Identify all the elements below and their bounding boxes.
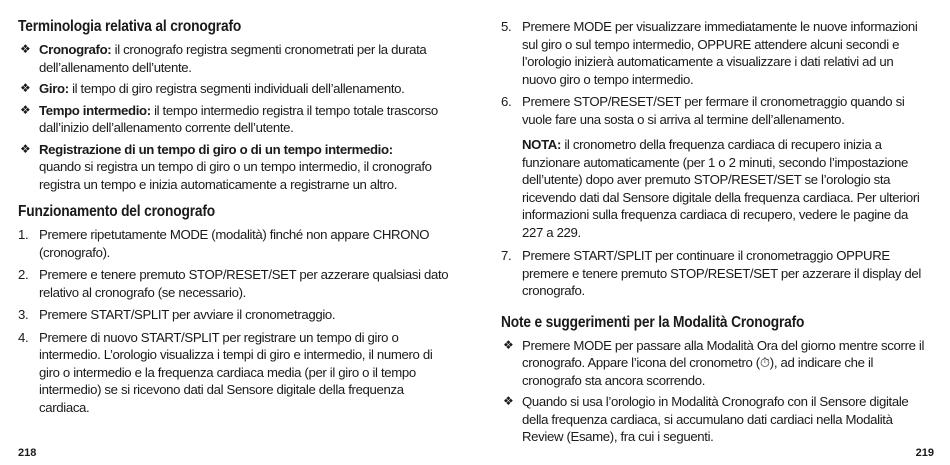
tip-text: Quando si usa l’orologio in Modalità Cronografo con il Sensore digitale della frequenza cardiaca, si accumulano dati cardiaci nella Modalità Review (Esame), fra cui i seguenti. — [522, 394, 909, 444]
diamond-bullet-icon: ❖ — [20, 81, 31, 95]
step-text: Premere di nuovo START/SPLIT per registrare un tempo di giro o intermedio. L’orologio visualizza i tempi di giro e intermedio, il numero di giro o intermedio e la frequenza cardiaca media (per il giro o il tempo intermedio) se si ricevono dati dal Sensore digitale della frequenza cardiaca. — [39, 329, 433, 415]
step-text: Premere START/SPLIT per continuare il cronometraggio OPPURE premere e tenere premuto STOP/RESET/SET per azzerare il display del cronografo. — [522, 248, 921, 298]
list-item — [18, 102, 451, 137]
step-text: Premere START/SPLIT per avviare il cronometraggio. — [39, 307, 336, 322]
term-text: quando si registra un tempo di giro o un tempo intermedio, il cronografo registra un tempo e inizia automaticamente a registrarne un altro. — [39, 159, 432, 192]
step-number: 3. — [18, 307, 29, 322]
step-item — [501, 18, 928, 88]
term-text: il cronografo registra segmenti cronometrati per la durata dell’allenamento dell’utente. — [39, 42, 427, 75]
list-item — [501, 337, 928, 390]
step-number: 6. — [501, 94, 512, 109]
step-item — [18, 329, 451, 417]
step-text: Premere e tenere premuto STOP/RESET/SET per azzerare qualsiasi dato relativo al cronografo (se necessario). — [39, 267, 449, 300]
diamond-bullet-icon: ❖ — [20, 141, 31, 156]
list-item — [18, 41, 451, 76]
step-number: 4. — [18, 329, 29, 345]
page-right — [475, 0, 950, 465]
terminology-list — [18, 41, 451, 193]
step-number: 2. — [18, 267, 29, 282]
list-item — [18, 141, 451, 194]
diamond-bullet-icon: ❖ — [503, 394, 514, 408]
heading-chrono-operation: Funzionamento del cronografo — [18, 203, 216, 220]
term-text: il tempo intermedio registra il tempo totale trascorso dall’inizio dell’allenamento corrente dell’utente. — [39, 102, 438, 135]
page-number-left: 218 — [18, 447, 37, 459]
step-item — [18, 266, 451, 301]
diamond-bullet-icon: ❖ — [20, 42, 31, 56]
step-text: Premere STOP/RESET/SET per fermare il cronometraggio quando si vuole fare una sosta o si arriva al termine dell’allenamento. — [522, 94, 905, 127]
tips-list — [501, 337, 928, 446]
step-item — [18, 306, 451, 324]
term-label: Registrazione di un tempo di giro o di un tempo intermedio: — [39, 141, 393, 157]
term-label: Cronografo: — [39, 42, 112, 57]
term-label: Tempo intermedio: — [39, 102, 151, 118]
heading-chrono-terminology: Terminologia relativa al cronografo — [18, 18, 242, 35]
steps-list-continued — [501, 18, 928, 300]
step-number: 5. — [501, 19, 512, 34]
step-item — [501, 247, 928, 300]
note-block — [522, 136, 928, 241]
note-label: NOTA: — [522, 137, 562, 152]
diamond-bullet-icon: ❖ — [20, 102, 31, 117]
term-label: Giro: — [39, 81, 69, 96]
term-text: il tempo di giro registra segmenti individuali dell’allenamento. — [68, 81, 405, 96]
diamond-bullet-icon: ❖ — [503, 337, 514, 352]
step-item — [18, 226, 451, 261]
list-item — [501, 393, 928, 446]
step-number: 1. — [18, 227, 29, 242]
note-text: il cronometro della frequenza cardiaca di recupero inizia a funzionare automaticamente (per 1 o 2 minuti, secondo l’impostazione dell’utente) dopo aver premuto STOP/RESET/SET se l’orologio sta ricevendo dati dal Sensore digitale della frequenza cardiaca. Per ulteriori informazioni sulla frequenza cardiaca di recupero, vedere le pagine da 227 a 229. — [522, 137, 920, 240]
list-item — [18, 80, 451, 98]
step-text: Premere MODE per visualizzare immediatamente le nuove informazioni sul giro o sul tempo intermedio, OPPURE attendere alcuni secondi e l’orologio inizierà automaticamente a visualizzare i dati relativi ad un nuovo giro o tempo intermedio. — [522, 19, 918, 87]
step-number: 7. — [501, 248, 512, 263]
page-number-right: 219 — [915, 447, 934, 459]
steps-list — [18, 226, 451, 416]
step-text: Premere ripetutamente MODE (modalità) finché non appare CHRONO (cronografo). — [39, 227, 430, 260]
step-item — [501, 93, 928, 241]
heading-chrono-tips: Note e suggerimenti per la Modalità Cronografo — [501, 313, 805, 331]
tip-text: Premere MODE per passare alla Modalità Ora del giorno mentre scorre il cronografo. Appare l’icona del cronometro (⏱), ad indicare che il cronografo sta ancora scorrendo. — [522, 337, 925, 388]
